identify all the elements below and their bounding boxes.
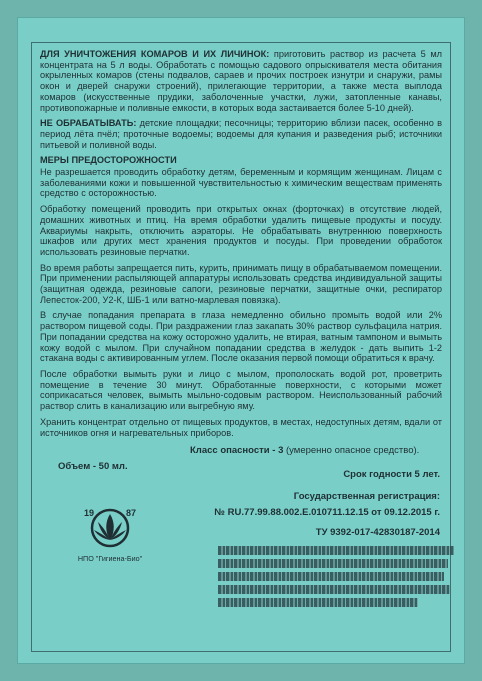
label-footer [40, 444, 442, 634]
erased-text-line [218, 585, 450, 594]
tu-number: ТУ 9392-017-42830187-2014 [315, 527, 440, 539]
logo-year-right: 87 [126, 508, 137, 519]
erased-text-line [218, 559, 448, 568]
mosquito-text: приготовить раствор из расчета 5 мл концентрата на 5 л воды. Обработать с помощью садового опрыскивателя места обитания окрыленных комаров (стены подвалов, сараев и прочих построек изнутри и снаружи, рамы окон и дверей снаружи строений), прилегающие территории, а также места выплода комаров (искусственные прудики, заболоченные участки, лужи, затопленные канавы, противопожарные и поливные емкости, в которых вода застаивается более 5-10 дней). [40, 49, 442, 113]
mosquito-title: ДЛЯ УНИЧТОЖЕНИЯ КОМАРОВ И ИХ ЛИЧИНОК: [40, 49, 270, 59]
erased-text-line [218, 546, 454, 555]
safety-paragraph: Обработку помещений проводить при открытых окнах (форточках) в отсутствие людей, домашних животных и птиц. На время обработки удалить пищевые продукты и посуду. Аквариумы накрыть, отключить аэраторы. Не обрабатывать внутреннюю поверхность шкафов или других мест хранения продуктов и посуды. При проведении обработок использовать резиновые перчатки. [40, 204, 442, 257]
logo-year-left: 19 [84, 508, 95, 519]
do-not-treat-paragraph [40, 118, 442, 150]
registration-title: Государственная регистрация: [293, 491, 440, 503]
storage-paragraph: Хранить концентрат отдельно от пищевых продуктов, в местах, недоступных детям, вдали от источников огня и нагревательных приборов. [40, 416, 442, 438]
do-not-treat-text: детские площадки; песочницы; территорию вблизи пасек, особенно в период лёта пчёл; проточные водоемы; водоемы для купания и разведения рыб; источники питьевой и поливной воды. [40, 118, 442, 150]
do-not-treat-title: НЕ ОБРАБАТЫВАТЬ: [40, 118, 137, 129]
safety-paragraph: Во время работы запрещается пить, курить, принимать пищу в обрабатываемом помещении. При применении распыляющей аппаратуры использовать средства индивидуальной защиты (защитная одежда, резиновые сапоги, резиновые перчатки, защитные очки, респиратор Лепесток-200, У2-К, ШБ-1 или ватно-марлевая повязка). [40, 262, 442, 305]
erased-text-line [218, 572, 444, 581]
erased-text-line [218, 598, 418, 607]
instruction-frame [31, 42, 451, 652]
safety-paragraph: Не разрешается проводить обработку детям, беременным и кормящим женщинам. Лицам с заболеваниями кожи и повышенной чувствительностью к химическим веществам применять средство с осторожностью. [40, 167, 442, 199]
company-name: НПО "Гигиена-Био" [77, 554, 143, 564]
volume: Объем - 50 мл. [58, 461, 128, 473]
hazard-class [190, 446, 419, 457]
safety-title: МЕРЫ ПРЕДОСТОРОЖНОСТИ [40, 155, 177, 166]
label-card [17, 17, 465, 664]
hazard-class-note: (умеренно опасное средство). [283, 445, 420, 457]
mosquito-paragraph [40, 49, 442, 113]
safety-paragraph: После обработки вымыть руки и лицо с мылом, прополоскать водой рот, проветрить помещение в течение 30 минут. Обработанные поверхности, с которыми может соприкасаться человек, вымыть мыльно-содовым раствором. Неиспользованный рабочий раствор слить в канализацию или выгребную яму. [40, 368, 442, 412]
shelf-life: Срок годности 5 лет. [343, 469, 440, 481]
safety-paragraph: В случае попадания препарата в глаза немедленно обильно промыть водой или 2% раствором пищевой соды. При раздражении глаз закапать 30% раствор сульфацила натрия. При попадании средства на кожу осторожно удалить, не втирая, ватным тампоном и вымыть кожу водой с мылом. При случайном попадании средства в желудок - дать выпить 1-2 стакана воды с активированным углем. После оказания первой помощи обратиться к врачу. [40, 310, 442, 364]
registration-number: № RU.77.99.88.002.Е.010711.12.15 от 09.12.2015 г. [214, 507, 440, 519]
company-logo [70, 492, 150, 572]
hazard-class-label: Класс опасности - 3 [190, 445, 284, 457]
